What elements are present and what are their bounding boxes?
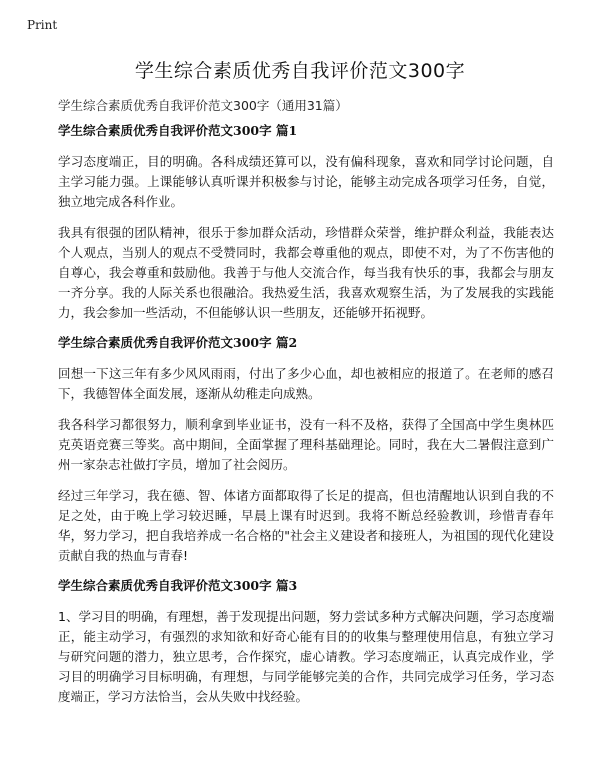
print-label[interactable]: Print — [27, 18, 58, 32]
section-1 — [58, 122, 554, 323]
section-heading: 学生综合素质优秀自我评价范文300字 篇3 — [58, 578, 298, 593]
paragraph: 我各科学习都很努力，顺利拿到毕业证书，没有一科不及格，获得了全国高中学生奥林匹克英语竞赛三等奖。高中期间，全面掌握了理科基础理论。同时，我在大二暑假注意到广州一家杂志社做打字员，增加了社会阅历。 — [58, 417, 554, 472]
document-title: 学生综合素质优秀自我评价范文300字 — [134, 60, 466, 82]
paragraph: 1、学习目的明确，有理想，善于发现提出问题，努力尝试多种方式解决问题，学习态度端正，能主动学习，有强烈的求知欲和好奇心能有目的的收集与整理使用信息，有独立学习与研究问题的潜力，独立思考，合作探究，虚心请教。学习态度端正，认真完成作业，学习目的明确学习目标明确，有理想，与同学能够完美的合作，共同完成学习任务，学习态度端正，学习方法恰当，会从失败中找经验。 — [58, 609, 554, 704]
section-heading: 学生综合素质优秀自我评价范文300字 篇2 — [58, 335, 298, 350]
paragraph: 回想一下这三年有多少风风雨雨，付出了多少心血，却也被相应的报道了。在老师的感召下，我德智体全面发展，逐渐从幼稚走向成熟。 — [58, 366, 554, 401]
section-heading: 学生综合素质优秀自我评价范文300字 篇1 — [58, 123, 298, 138]
document-body — [58, 122, 554, 718]
paragraph: 学习态度端正，目的明确。各科成绩还算可以，没有偏科现象，喜欢和同学讨论问题，自主学习能力强。上课能够认真听课并积极参与讨论，能够主动完成各项学习任务，自觉，独立地完成各科作业。 — [58, 154, 554, 209]
document-subtitle: 学生综合素质优秀自我评价范文300字（通用31篇） — [58, 98, 348, 113]
section-3 — [58, 577, 554, 707]
paragraph: 经过三年学习，我在德、智、体诸方面都取得了长足的提高，但也清醒地认识到自我的不足之处，由于晚上学习较迟睡，早晨上课有时迟到。我将不断总经验教训，珍惜青春年华，努力学习，把自我培养成一名合格的"社会主义建设者和接班人，为祖国的现代化建设贡献自我的热血与青春! — [58, 488, 554, 563]
section-2 — [58, 334, 554, 566]
paragraph: 我具有很强的团队精神，很乐于参加群众活动，珍惜群众荣誉，维护群众利益，我能表达个人观点，当别人的观点不受赞同时，我都会尊重他的观点，即使不对，为了不伤害他的自尊心，我会尊重和鼓励他。我善于与他人交流合作，每当我有快乐的事，我都会与朋友一齐分享。我的人际关系也很融洽。我热爱生活，我喜欢观察生活，为了发展我的实践能力，我会参加一些活动，不但能够认识一些朋友，还能够开拓视野。 — [58, 225, 554, 320]
